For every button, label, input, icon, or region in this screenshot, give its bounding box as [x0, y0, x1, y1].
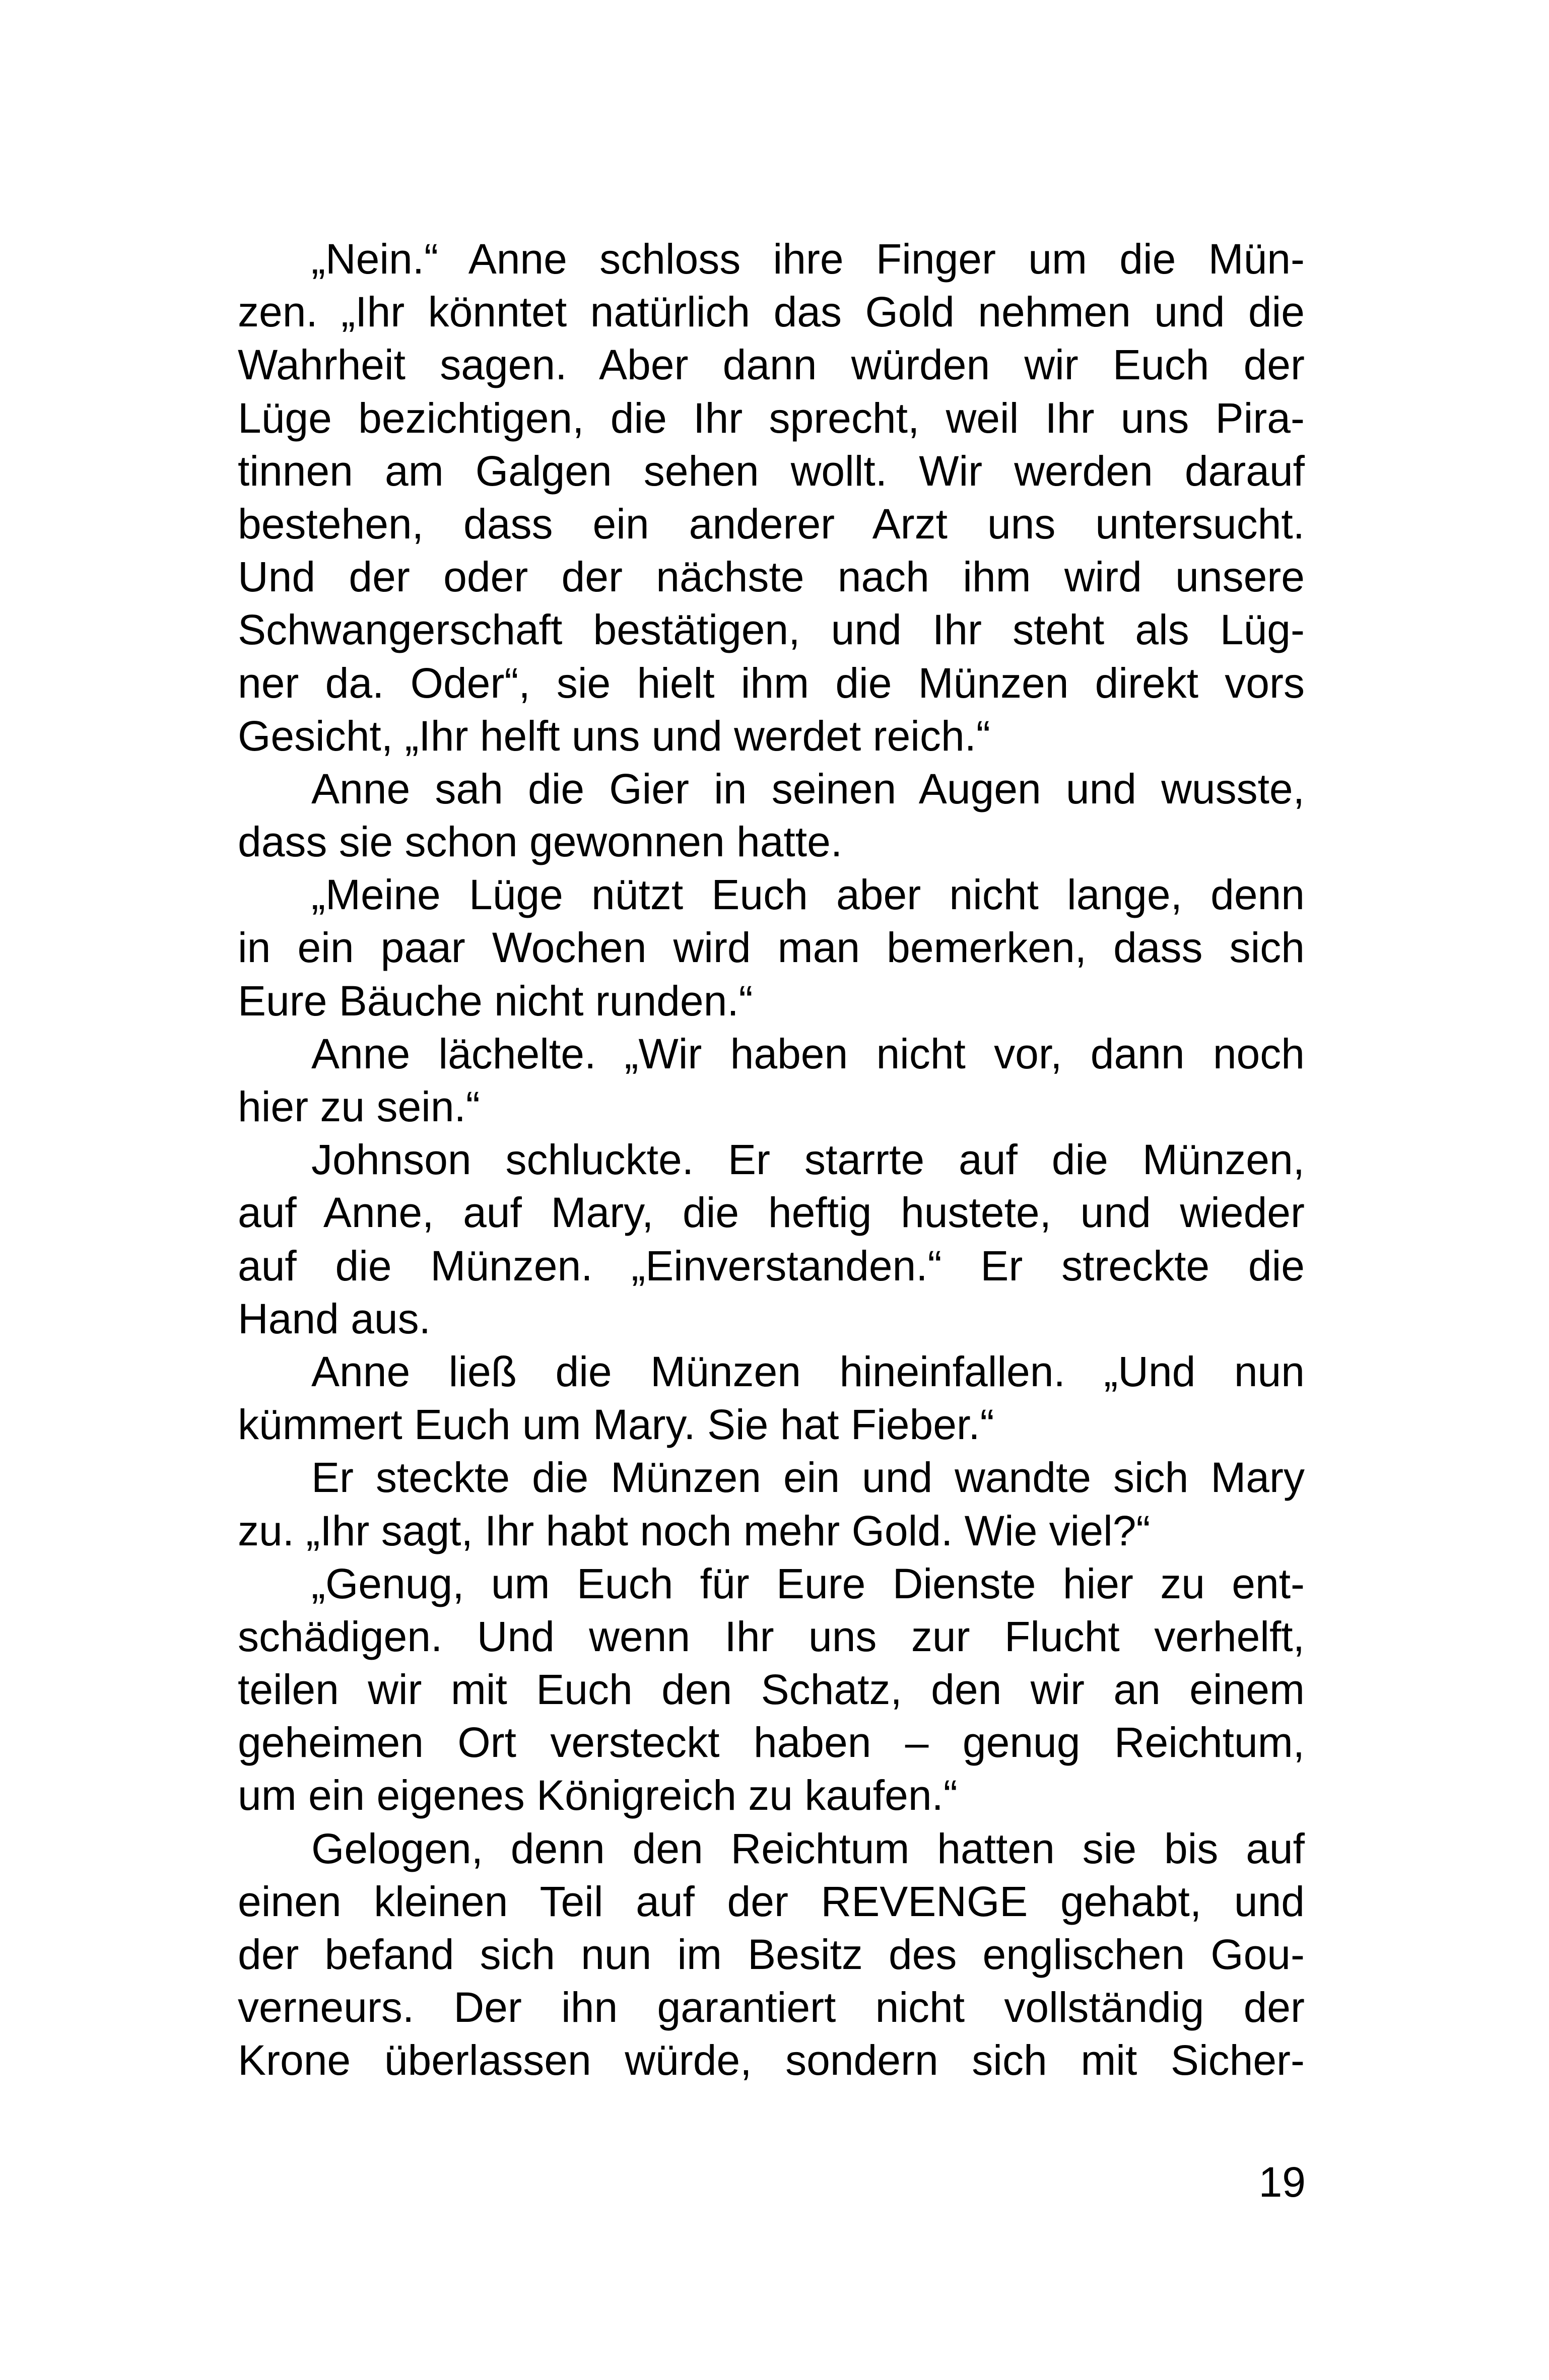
paragraph-5 — [238, 1133, 1305, 1345]
paragraph-4 — [238, 1028, 1305, 1133]
text-line: bestehen, dass ein anderer Arzt uns untersucht. — [238, 500, 1305, 548]
text-line: der befand sich nun im Besitz des englischen Gou- — [238, 1931, 1305, 1978]
text-line: Johnson schluckte. Er starrte auf die Münzen, — [311, 1136, 1305, 1184]
text-line: zu. „Ihr sagt, Ihr habt noch mehr Gold. Wie viel?“ — [238, 1507, 1151, 1554]
text-line: auf Anne, auf Mary, die heftig hustete, und wieder — [238, 1189, 1305, 1237]
text-line: geheimen Ort versteckt haben – genug Reichtum, — [238, 1719, 1305, 1766]
text-line: kümmert Euch um Mary. Sie hat Fieber.“ — [238, 1401, 994, 1449]
text-line: Anne ließ die Münzen hineinfallen. „Und nun — [311, 1347, 1305, 1395]
text-line: schädigen. Und wenn Ihr uns zur Flucht verhelft, — [238, 1612, 1305, 1660]
text-line: Er steckte die Münzen ein und wandte sich Mary — [311, 1454, 1305, 1502]
paragraph-3 — [238, 868, 1305, 1028]
text-line: Eure Bäuche nicht runden.“ — [238, 977, 753, 1025]
text-line: Schwangerschaft bestätigen, und Ihr steht als Lüg- — [238, 606, 1305, 654]
paragraph-9 — [238, 1822, 1305, 2087]
text-line: Und der oder der nächste nach ihm wird unsere — [238, 553, 1305, 601]
text-line: „Meine Lüge nützt Euch aber nicht lange, denn — [311, 871, 1305, 919]
text-line: in ein paar Wochen wird man bemerken, dass sich — [238, 924, 1305, 972]
text-line: Gelogen, denn den Reichtum hatten sie bis auf — [311, 1824, 1305, 1872]
page-number: 19 — [1258, 2158, 1306, 2206]
text-line: auf die Münzen. „Einverstanden.“ Er streckte die — [238, 1242, 1305, 1289]
text-line: Hand aus. — [238, 1295, 431, 1342]
paragraph-8 — [238, 1557, 1305, 1822]
text-line: Gesicht, „Ihr helft uns und werdet reich.“ — [238, 712, 990, 760]
text-line: Lüge bezichtigen, die Ihr sprecht, weil Ihr uns Pira- — [238, 394, 1305, 442]
text-line: Anne lächelte. „Wir haben nicht vor, dann noch — [311, 1030, 1305, 1077]
body-text — [238, 233, 1305, 2087]
text-line: einen kleinen Teil auf der REVENGE gehabt, und — [238, 1877, 1305, 1925]
text-line: zen. „Ihr könntet natürlich das Gold nehmen und die — [238, 288, 1305, 336]
text-line: Krone überlassen würde, sondern sich mit Sicher- — [238, 2036, 1305, 2084]
text-line: hier zu sein.“ — [238, 1083, 480, 1130]
text-line: „Nein.“ Anne schloss ihre Finger um die Mün- — [311, 235, 1305, 283]
paragraph-2 — [238, 763, 1305, 868]
text-line: Anne sah die Gier in seinen Augen und wusste, — [311, 765, 1305, 812]
paragraph-6 — [238, 1345, 1305, 1451]
text-line: um ein eigenes Königreich zu kaufen.“ — [238, 1772, 958, 1819]
text-line: Wahrheit sagen. Aber dann würden wir Euch der — [238, 341, 1305, 389]
text-line: „Genug, um Euch für Eure Dienste hier zu ent- — [311, 1559, 1305, 1607]
text-line: tinnen am Galgen sehen wollt. Wir werden darauf — [238, 447, 1305, 495]
text-line: dass sie schon gewonnen hatte. — [238, 818, 843, 866]
paragraph-1 — [238, 233, 1305, 763]
text-line: ner da. Oder“, sie hielt ihm die Münzen direkt vors — [238, 659, 1305, 707]
paragraph-7 — [238, 1451, 1305, 1557]
text-line: teilen wir mit Euch den Schatz, den wir an einem — [238, 1666, 1305, 1714]
text-line: verneurs. Der ihn garantiert nicht vollständig der — [238, 1984, 1305, 2031]
